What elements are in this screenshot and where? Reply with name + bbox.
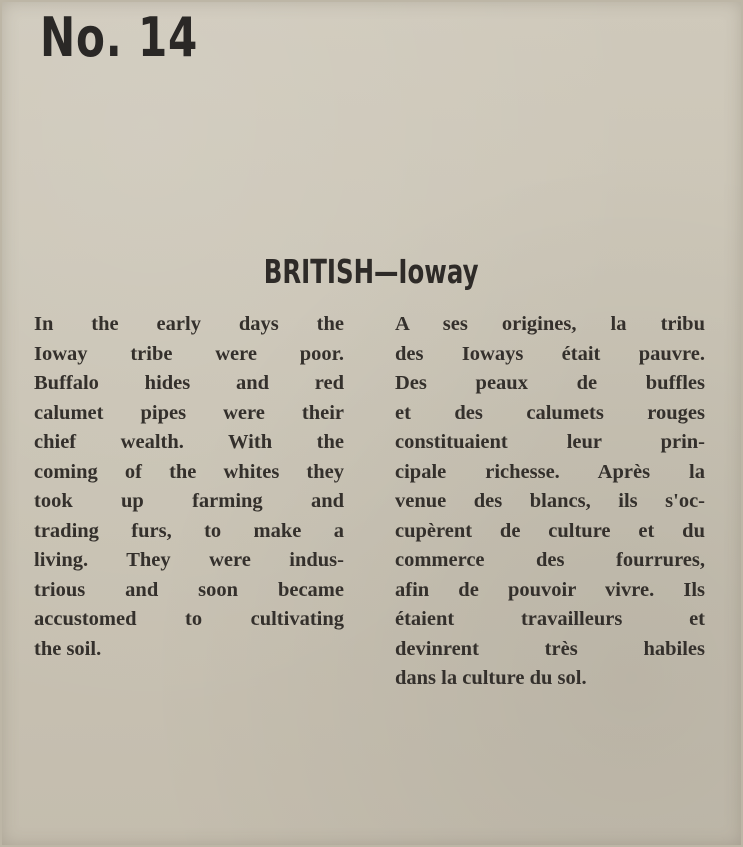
french-line: commerce des fourrures,: [395, 549, 705, 571]
french-line: afin de pouvoir vivre. Ils: [395, 578, 705, 601]
english-line: calumet pipes were their: [34, 401, 344, 424]
english-line: accustomed to cultivating: [34, 608, 344, 630]
english-description: [34, 310, 344, 664]
english-line: trading furs, to make a: [34, 519, 344, 542]
card-title-text: BRITISH—Ioway: [264, 252, 479, 291]
french-line: A ses origines, la tribu: [395, 313, 705, 335]
french-description: [395, 310, 705, 694]
english-line: trious and soon became: [34, 578, 344, 601]
french-line: cupèrent de culture et du: [395, 519, 705, 542]
french-line: cipale richesse. Après la: [395, 460, 705, 483]
english-line: the soil.: [34, 637, 102, 660]
card-title: [0, 252, 743, 291]
french-line: et des calumets rouges: [395, 401, 705, 424]
french-line: des Ioways était pauvre.: [395, 342, 705, 365]
english-line: living. They were indus-: [34, 549, 344, 571]
french-line: étaient travailleurs et: [395, 608, 705, 630]
french-line: dans la culture du sol.: [395, 667, 587, 689]
french-line: venue des blancs, ils s'oc-: [395, 490, 705, 512]
french-line: Des peaux de buffles: [395, 372, 705, 394]
english-line: took up farming and: [34, 490, 344, 512]
french-line: devinrent très habiles: [395, 637, 705, 660]
french-line: constituaient leur prin-: [395, 431, 705, 453]
english-line: In the early days the: [34, 313, 344, 335]
card-number: No. 14: [40, 6, 199, 69]
english-line: coming of the whites they: [34, 460, 344, 483]
english-line: chief wealth. With the: [34, 431, 344, 453]
english-line: Ioway tribe were poor.: [34, 342, 344, 365]
english-line: Buffalo hides and red: [34, 372, 344, 394]
